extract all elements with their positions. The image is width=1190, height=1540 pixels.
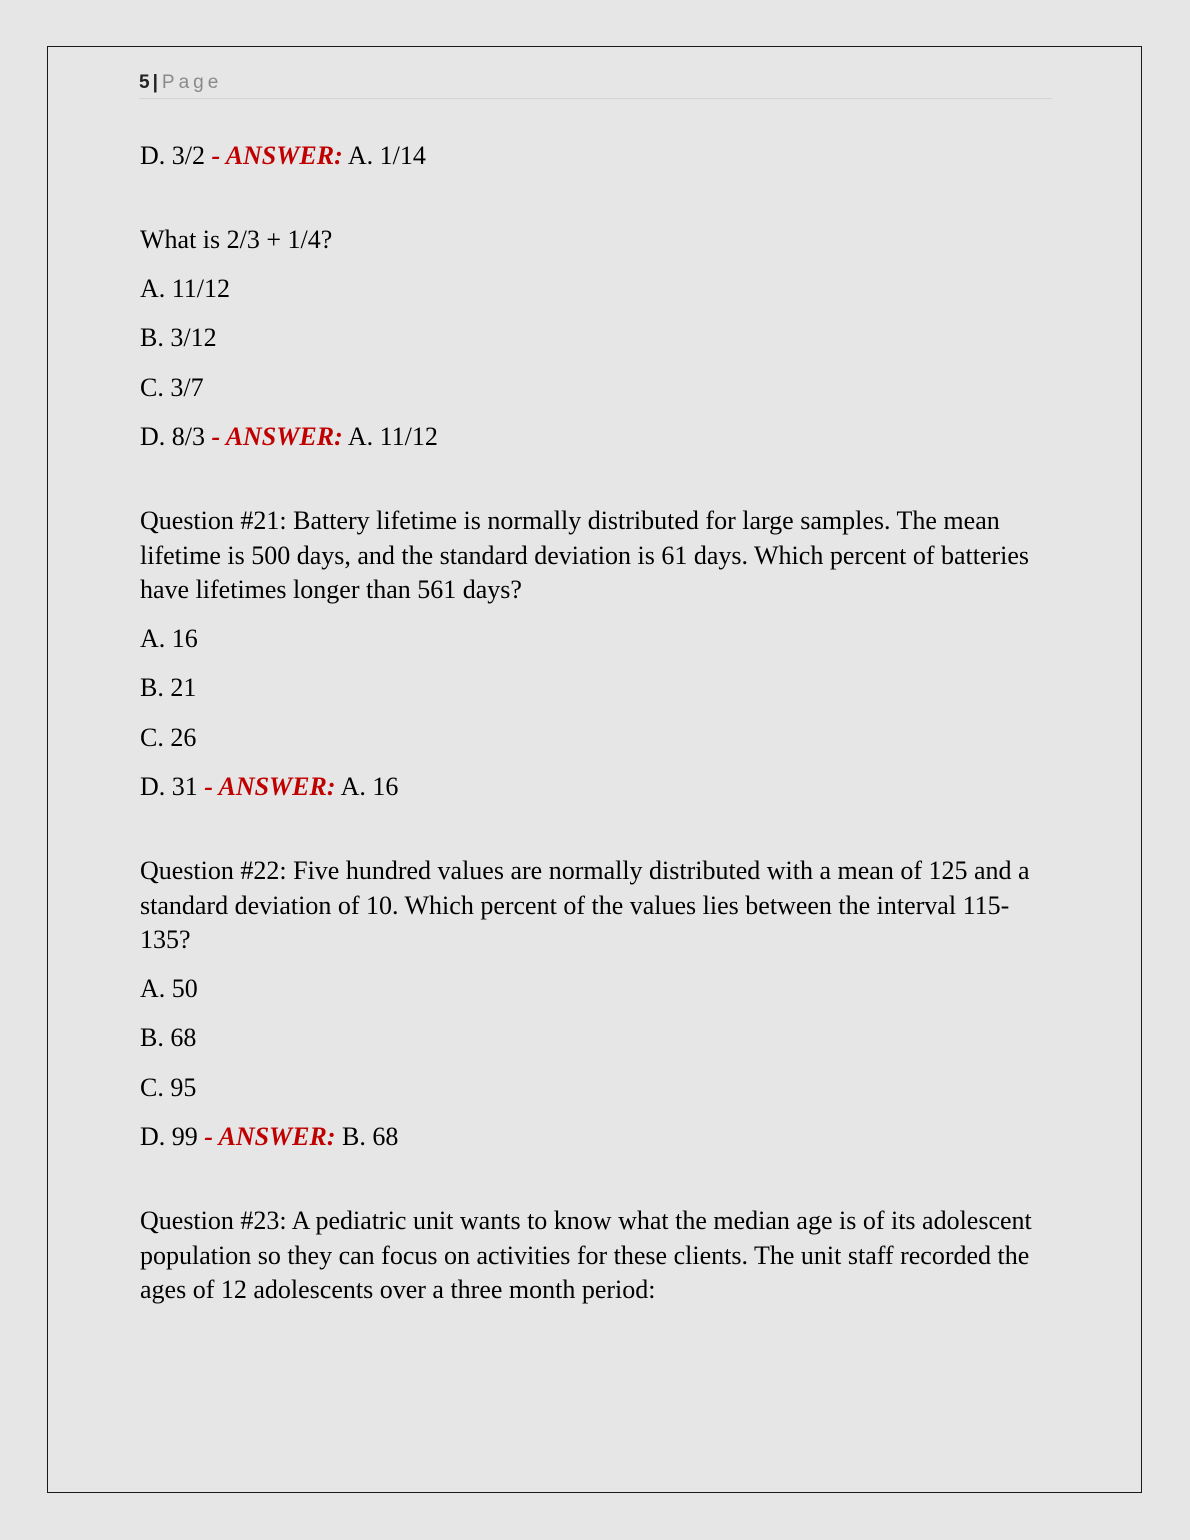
option-b: B. 21	[140, 673, 197, 702]
spacer	[140, 805, 1052, 854]
answer-line	[140, 419, 1052, 455]
option-d: D. 99	[140, 1122, 198, 1151]
answer-line	[140, 138, 1052, 174]
question-block	[140, 1204, 1052, 1308]
answer-line	[140, 1119, 1052, 1155]
option-c: C. 95	[140, 1072, 197, 1102]
spacer	[140, 174, 1052, 223]
question-block	[140, 854, 1052, 1155]
option-a: A. 16	[140, 623, 198, 653]
page-number: 5	[139, 72, 150, 93]
option-d: D. 31	[140, 772, 198, 801]
spacer	[140, 455, 1052, 504]
answer-label: - ANSWER:	[204, 772, 336, 801]
question-block	[140, 223, 1052, 455]
option-b: B. 3/12	[140, 323, 217, 352]
question-stem: What is 2/3 + 1/4?	[140, 225, 333, 254]
option-a: A. 11/12	[140, 273, 231, 303]
answer-value: A. 11/12	[347, 422, 438, 451]
option-b: B. 68	[140, 1023, 197, 1052]
answer-value: A. 1/14	[347, 141, 426, 170]
answer-label: - ANSWER:	[211, 422, 343, 451]
option-c: C. 26	[140, 722, 197, 752]
question-stem: Question #21: Battery lifetime is normally distributed for large samples. The mean lifetime is 500 days, and the standard deviation is 61 days. Which percent of batteries have lifetimes longer than 561 days?	[140, 506, 1036, 604]
option-d: D. 8/3	[140, 422, 205, 451]
answer-label: - ANSWER:	[211, 141, 343, 170]
question-block	[140, 504, 1052, 805]
document-body	[140, 138, 1052, 1321]
answer-label: - ANSWER:	[204, 1122, 336, 1151]
question-stem: Question #23: A pediatric unit wants to know what the median age is of its adolescent population so they can focus on activities for these clients. The unit staff recorded the ages of 12 adolescents over a three month period:	[140, 1206, 1039, 1304]
page-header	[139, 71, 1052, 99]
page-label: Page	[161, 72, 223, 93]
option-a: A. 50	[140, 973, 198, 1003]
option-c: C. 3/7	[140, 372, 204, 402]
answer-line	[140, 769, 1052, 805]
question-stem: Question #22: Five hundred values are normally distributed with a mean of 125 and a standard deviation of 10. Which percent of the values lies between the interval 115-135?	[140, 856, 1037, 954]
spacer	[140, 1155, 1052, 1204]
answer-value: B. 68	[342, 1122, 399, 1151]
option-d: D. 3/2	[140, 141, 205, 170]
answer-value: A. 16	[340, 772, 399, 801]
header-separator: |	[152, 72, 158, 93]
